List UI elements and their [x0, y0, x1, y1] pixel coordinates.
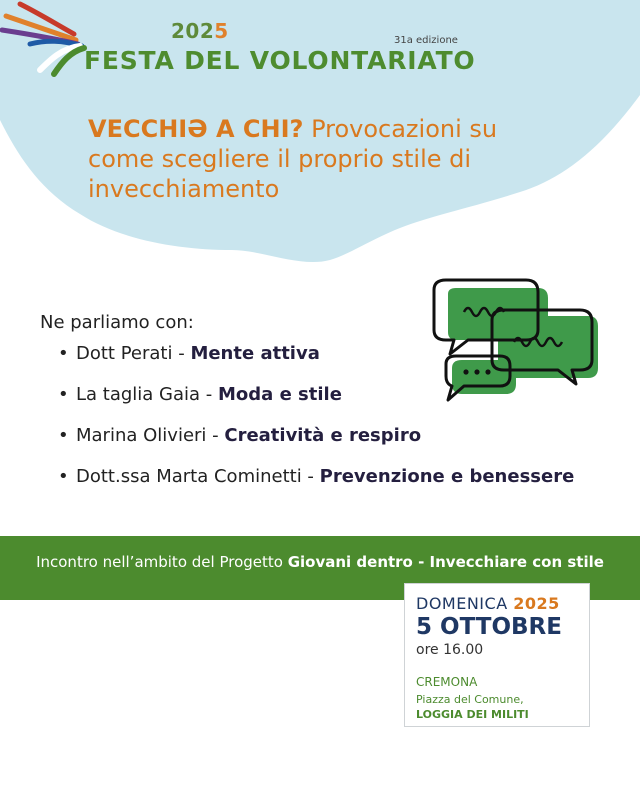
event-time: ore 16.00 — [416, 642, 484, 658]
speaker-name: Dott Perati - — [76, 343, 191, 364]
speaker-topic: Mente attiva — [190, 343, 320, 364]
project-name: Giovani dentro - Invecchiare con stile — [287, 553, 604, 571]
event-headline — [88, 114, 548, 204]
list-item — [58, 425, 618, 466]
speaker-topic: Creatività e respiro — [224, 425, 422, 446]
list-item — [58, 343, 618, 384]
headline-rest: Provocazioni su come scegliere il proprio stile di invecchiamento — [88, 115, 498, 203]
band-prefix: Incontro nell’ambito del Progetto — [36, 553, 288, 571]
event-year: 2025 — [513, 594, 560, 613]
bullet: • — [58, 343, 69, 364]
edition-label: 31a edizione — [394, 35, 458, 46]
event-venue: LOGGIA DEI MILITI — [416, 708, 529, 721]
speaker-name: Dott.ssa Marta Cominetti - — [76, 466, 320, 487]
event-place: Piazza del Comune, — [416, 693, 524, 706]
event-day: DOMENICA 2025 — [416, 594, 560, 613]
speaker-topic: Moda e stile — [218, 384, 342, 405]
speakers-intro: Ne parliamo con: — [40, 312, 194, 333]
project-band-text — [0, 553, 640, 571]
bullet: • — [58, 384, 69, 405]
list-item — [58, 384, 618, 425]
bullet: • — [58, 425, 69, 446]
speaker-name: La taglia Gaia - — [76, 384, 218, 405]
speakers-list — [58, 343, 618, 507]
festival-title: FESTA DEL VOLONTARIATO — [84, 46, 476, 75]
festival-year: 2025 — [171, 19, 229, 43]
speaker-topic: Prevenzione e benessere — [319, 466, 575, 487]
headline-strong: VECCHIƏ A CHI? — [88, 115, 304, 143]
bullet: • — [58, 466, 69, 487]
event-date-card — [404, 583, 590, 727]
speaker-name: Marina Olivieri - — [76, 425, 225, 446]
list-item — [58, 466, 618, 507]
event-city: CREMONA — [416, 675, 478, 689]
event-date: 5 OTTOBRE — [416, 614, 562, 640]
